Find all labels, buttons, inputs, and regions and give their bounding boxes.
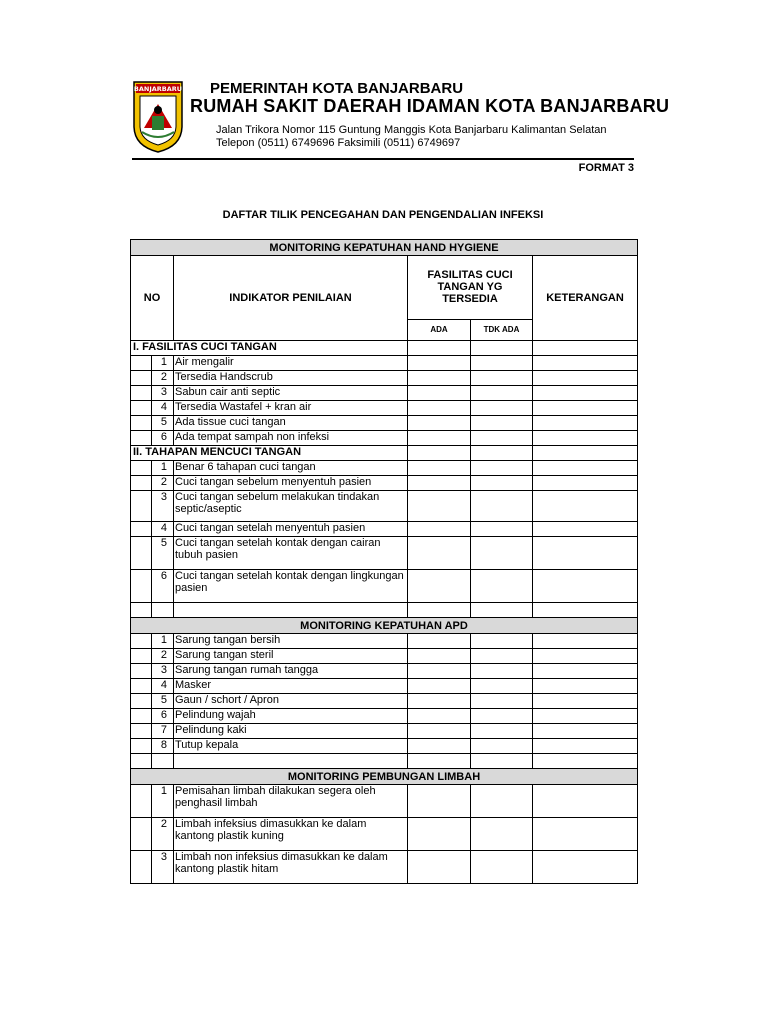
keterangan-cell[interactable]	[533, 431, 638, 446]
blank-cell	[152, 754, 174, 769]
indicator-text: Limbah non infeksius dimasukkan ke dalam kantong plastik hitam	[174, 851, 408, 884]
blank-cell	[533, 754, 638, 769]
row-number: 2	[152, 649, 174, 664]
keterangan-cell[interactable]	[533, 570, 638, 603]
blank-cell	[533, 603, 638, 618]
ada-checkbox-cell[interactable]	[408, 739, 471, 754]
keterangan-cell[interactable]	[533, 386, 638, 401]
checklist-row	[131, 491, 638, 522]
ada-checkbox-cell[interactable]	[408, 431, 471, 446]
banjarbaru-emblem-icon	[132, 80, 184, 154]
document-title: DAFTAR TILIK PENCEGAHAN DAN PENGENDALIAN INFEKSI	[222, 209, 544, 221]
blank-cell	[174, 754, 408, 769]
tdk-ada-checkbox-cell[interactable]	[471, 851, 533, 884]
indicator-text: Sarung tangan bersih	[174, 634, 408, 649]
blank-cell	[152, 603, 174, 618]
row-number: 3	[152, 664, 174, 679]
checklist-row	[131, 818, 638, 851]
header-tdk-ada: TDK ADA	[471, 319, 533, 340]
checklist-row	[131, 537, 638, 570]
row-spacer-cell	[131, 818, 152, 851]
keterangan-cell[interactable]	[533, 694, 638, 709]
indicator-text: Tersedia Handscrub	[174, 371, 408, 386]
tdk-ada-checkbox-cell[interactable]	[471, 431, 533, 446]
indicator-text: Air mengalir	[174, 356, 408, 371]
indicator-text: Pelindung kaki	[174, 724, 408, 739]
ada-checkbox-cell[interactable]	[408, 724, 471, 739]
blank-cell	[408, 341, 471, 356]
tdk-ada-checkbox-cell[interactable]	[471, 679, 533, 694]
blank-cell	[131, 754, 152, 769]
tdk-ada-checkbox-cell[interactable]	[471, 461, 533, 476]
keterangan-cell[interactable]	[533, 371, 638, 386]
empty-row	[131, 754, 638, 769]
tdk-ada-checkbox-cell[interactable]	[471, 694, 533, 709]
keterangan-cell[interactable]	[533, 476, 638, 491]
row-number: 2	[152, 476, 174, 491]
indicator-text: Masker	[174, 679, 408, 694]
keterangan-cell[interactable]	[533, 785, 638, 818]
indicator-text: Cuci tangan setelah kontak dengan lingkungan pasien	[174, 570, 408, 603]
indicator-text: Sarung tangan steril	[174, 649, 408, 664]
ada-checkbox-cell[interactable]	[408, 679, 471, 694]
checklist-row	[131, 634, 638, 649]
category-tahapan-mencuci-tangan	[131, 446, 638, 461]
category-label: I. FASILITAS CUCI TANGAN	[131, 341, 408, 356]
blank-cell	[131, 603, 152, 618]
indicator-text: Ada tissue cuci tangan	[174, 416, 408, 431]
indicator-text: Cuci tangan setelah menyentuh pasien	[174, 522, 408, 537]
column-header-row	[131, 256, 638, 320]
indicator-text: Cuci tangan setelah kontak dengan cairan tubuh pasien	[174, 537, 408, 570]
header-keterangan: KETERANGAN	[533, 256, 638, 341]
row-number: 6	[152, 570, 174, 603]
keterangan-cell[interactable]	[533, 724, 638, 739]
indicator-text: Tutup kepala	[174, 739, 408, 754]
hospital-phone: Telepon (0511) 6749696 Faksimili (0511) 6749697	[216, 137, 461, 149]
row-spacer-cell	[131, 371, 152, 386]
blank-cell	[471, 754, 533, 769]
row-spacer-cell	[131, 649, 152, 664]
checklist-row	[131, 386, 638, 401]
indicator-text: Tersedia Wastafel + kran air	[174, 401, 408, 416]
checklist-row	[131, 694, 638, 709]
row-spacer-cell	[131, 679, 152, 694]
tdk-ada-checkbox-cell[interactable]	[471, 634, 533, 649]
keterangan-cell[interactable]	[533, 416, 638, 431]
category-fasilitas-cuci-tangan	[131, 341, 638, 356]
row-number: 5	[152, 694, 174, 709]
row-number: 2	[152, 371, 174, 386]
hospital-address: Jalan Trikora Nomor 115 Guntung Manggis Kota Banjarbaru Kalimantan Selatan	[216, 124, 607, 136]
checklist-row	[131, 724, 638, 739]
tdk-ada-checkbox-cell[interactable]	[471, 356, 533, 371]
row-number: 5	[152, 416, 174, 431]
checklist-row	[131, 649, 638, 664]
indicator-text: Pelindung wajah	[174, 709, 408, 724]
indicator-text: Ada tempat sampah non infeksi	[174, 431, 408, 446]
row-number: 3	[152, 851, 174, 884]
row-number: 8	[152, 739, 174, 754]
tdk-ada-checkbox-cell[interactable]	[471, 522, 533, 537]
category-label: II. TAHAPAN MENCUCI TANGAN	[131, 446, 408, 461]
government-name: PEMERINTAH KOTA BANJARBARU	[210, 80, 464, 97]
ada-checkbox-cell[interactable]	[408, 356, 471, 371]
row-spacer-cell	[131, 739, 152, 754]
section-limbah-header	[131, 769, 638, 785]
ada-checkbox-cell[interactable]	[408, 491, 471, 522]
blank-cell	[471, 603, 533, 618]
ada-checkbox-cell[interactable]	[408, 570, 471, 603]
checklist-row	[131, 356, 638, 371]
indicator-text: Pemisahan limbah dilakukan segera oleh penghasil limbah	[174, 785, 408, 818]
checklist-row	[131, 461, 638, 476]
ada-checkbox-cell[interactable]	[408, 709, 471, 724]
letterhead-divider	[132, 158, 634, 160]
checklist-row	[131, 851, 638, 884]
row-spacer-cell	[131, 785, 152, 818]
format-label: FORMAT 3	[578, 162, 634, 174]
row-spacer-cell	[131, 401, 152, 416]
checklist-table	[130, 239, 638, 884]
row-number: 6	[152, 431, 174, 446]
row-number: 3	[152, 491, 174, 522]
row-spacer-cell	[131, 634, 152, 649]
row-spacer-cell	[131, 491, 152, 522]
indicator-text: Cuci tangan sebelum melakukan tindakan septic/aseptic	[174, 491, 408, 522]
tdk-ada-checkbox-cell[interactable]	[471, 491, 533, 522]
row-spacer-cell	[131, 356, 152, 371]
row-spacer-cell	[131, 537, 152, 570]
header-fasilitas: FASILITAS CUCI TANGAN YG TERSEDIA	[408, 256, 533, 320]
ada-checkbox-cell[interactable]	[408, 476, 471, 491]
indicator-text: Sarung tangan rumah tangga	[174, 664, 408, 679]
checklist-row	[131, 371, 638, 386]
tdk-ada-checkbox-cell[interactable]	[471, 785, 533, 818]
keterangan-cell[interactable]	[533, 649, 638, 664]
blank-cell	[408, 446, 471, 461]
section-apd-header	[131, 618, 638, 634]
row-spacer-cell	[131, 522, 152, 537]
header-indikator: INDIKATOR PENILAIAN	[174, 256, 408, 341]
checklist-row	[131, 709, 638, 724]
empty-row	[131, 603, 638, 618]
keterangan-cell[interactable]	[533, 491, 638, 522]
checklist-row	[131, 416, 638, 431]
checklist-row	[131, 401, 638, 416]
indicator-text: Benar 6 tahapan cuci tangan	[174, 461, 408, 476]
row-number: 1	[152, 634, 174, 649]
keterangan-cell[interactable]	[533, 356, 638, 371]
blank-cell	[533, 341, 638, 356]
row-spacer-cell	[131, 461, 152, 476]
row-spacer-cell	[131, 416, 152, 431]
keterangan-cell[interactable]	[533, 634, 638, 649]
tdk-ada-checkbox-cell[interactable]	[471, 401, 533, 416]
row-spacer-cell	[131, 709, 152, 724]
section-hand-hygiene-header	[131, 240, 638, 256]
row-number: 1	[152, 356, 174, 371]
tdk-ada-checkbox-cell[interactable]	[471, 724, 533, 739]
checklist-row	[131, 570, 638, 603]
indicator-text: Gaun / schort / Apron	[174, 694, 408, 709]
tdk-ada-checkbox-cell[interactable]	[471, 476, 533, 491]
ada-checkbox-cell[interactable]	[408, 522, 471, 537]
row-number: 4	[152, 522, 174, 537]
ada-checkbox-cell[interactable]	[408, 386, 471, 401]
indicator-text: Cuci tangan sebelum menyentuh pasien	[174, 476, 408, 491]
blank-cell	[471, 446, 533, 461]
tdk-ada-checkbox-cell[interactable]	[471, 709, 533, 724]
logo-text: BANJARBARU	[133, 85, 183, 93]
keterangan-cell[interactable]	[533, 679, 638, 694]
keterangan-cell[interactable]	[533, 522, 638, 537]
row-number: 7	[152, 724, 174, 739]
section-title: MONITORING KEPATUHAN APD	[131, 618, 638, 634]
tdk-ada-checkbox-cell[interactable]	[471, 664, 533, 679]
tdk-ada-checkbox-cell[interactable]	[471, 818, 533, 851]
row-spacer-cell	[131, 724, 152, 739]
ada-checkbox-cell[interactable]	[408, 416, 471, 431]
checklist-row	[131, 476, 638, 491]
ada-checkbox-cell[interactable]	[408, 818, 471, 851]
keterangan-cell[interactable]	[533, 664, 638, 679]
ada-checkbox-cell[interactable]	[408, 371, 471, 386]
row-spacer-cell	[131, 851, 152, 884]
blank-cell	[174, 603, 408, 618]
section-title: MONITORING PEMBUNGAN LIMBAH	[131, 769, 638, 785]
blank-cell	[471, 341, 533, 356]
tdk-ada-checkbox-cell[interactable]	[471, 570, 533, 603]
ada-checkbox-cell[interactable]	[408, 634, 471, 649]
keterangan-cell[interactable]	[533, 401, 638, 416]
indicator-text: Sabun cair anti septic	[174, 386, 408, 401]
header-no: NO	[131, 256, 174, 341]
hospital-name: RUMAH SAKIT DAERAH IDAMAN KOTA BANJARBARU	[190, 96, 670, 116]
blank-cell	[408, 754, 471, 769]
keterangan-cell[interactable]	[533, 537, 638, 570]
keterangan-cell[interactable]	[533, 851, 638, 884]
row-number: 4	[152, 401, 174, 416]
keterangan-cell[interactable]	[533, 739, 638, 754]
ada-checkbox-cell[interactable]	[408, 537, 471, 570]
ada-checkbox-cell[interactable]	[408, 785, 471, 818]
letterhead	[132, 72, 670, 162]
blank-cell	[533, 446, 638, 461]
row-number: 3	[152, 386, 174, 401]
row-number: 6	[152, 709, 174, 724]
tdk-ada-checkbox-cell[interactable]	[471, 386, 533, 401]
ada-checkbox-cell[interactable]	[408, 851, 471, 884]
tdk-ada-checkbox-cell[interactable]	[471, 371, 533, 386]
tdk-ada-checkbox-cell[interactable]	[471, 416, 533, 431]
keterangan-cell[interactable]	[533, 709, 638, 724]
row-spacer-cell	[131, 694, 152, 709]
checklist-row	[131, 679, 638, 694]
row-spacer-cell	[131, 476, 152, 491]
ada-checkbox-cell[interactable]	[408, 664, 471, 679]
blank-cell	[408, 603, 471, 618]
indicator-text: Limbah infeksius dimasukkan ke dalam kantong plastik kuning	[174, 818, 408, 851]
checklist-row	[131, 785, 638, 818]
tdk-ada-checkbox-cell[interactable]	[471, 739, 533, 754]
checklist-row	[131, 664, 638, 679]
keterangan-cell[interactable]	[533, 461, 638, 476]
row-number: 4	[152, 679, 174, 694]
ada-checkbox-cell[interactable]	[408, 401, 471, 416]
row-number: 5	[152, 537, 174, 570]
keterangan-cell[interactable]	[533, 818, 638, 851]
ada-checkbox-cell[interactable]	[408, 694, 471, 709]
row-spacer-cell	[131, 664, 152, 679]
ada-checkbox-cell[interactable]	[408, 649, 471, 664]
tdk-ada-checkbox-cell[interactable]	[471, 537, 533, 570]
row-number: 1	[152, 461, 174, 476]
header-ada: ADA	[408, 319, 471, 340]
row-number: 2	[152, 818, 174, 851]
checklist-row	[131, 739, 638, 754]
row-spacer-cell	[131, 386, 152, 401]
checklist-row	[131, 522, 638, 537]
row-spacer-cell	[131, 431, 152, 446]
section-title: MONITORING KEPATUHAN HAND HYGIENE	[131, 240, 638, 256]
ada-checkbox-cell[interactable]	[408, 461, 471, 476]
row-number: 1	[152, 785, 174, 818]
checklist-row	[131, 431, 638, 446]
tdk-ada-checkbox-cell[interactable]	[471, 649, 533, 664]
row-spacer-cell	[131, 570, 152, 603]
